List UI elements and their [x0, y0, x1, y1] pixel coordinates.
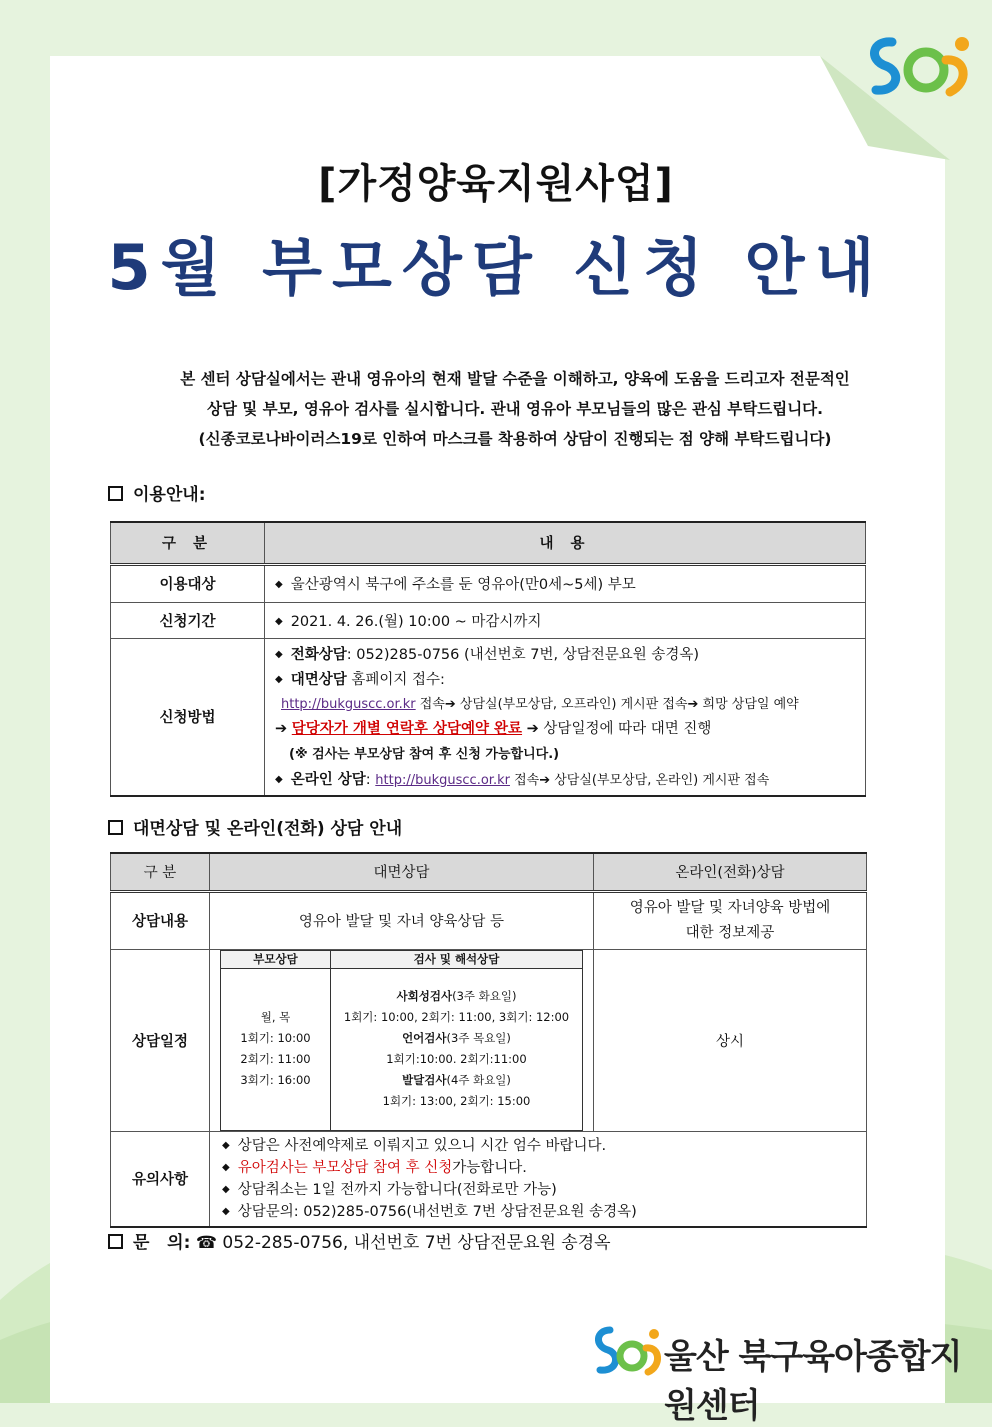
method-contact: [275, 717, 855, 742]
target-text: 울산광역시 북구에 주소를 둔 영유아(만0세~5세) 부모: [290, 577, 636, 593]
note-text: 가능합니다.: [452, 1159, 527, 1176]
table-row: [111, 564, 866, 602]
section-consult-heading: [108, 814, 402, 839]
header-content: 내 용: [265, 522, 866, 564]
row-label: 신청기간: [111, 602, 265, 638]
diamond-bullet-icon: ◆: [275, 648, 283, 660]
row-content: [265, 564, 866, 602]
consult-table-header: [111, 853, 867, 891]
parent-session: 2회기: 11:00: [240, 1052, 311, 1066]
online-content-line: 대한 정보제공: [685, 924, 775, 941]
test-times: 1회기: 13:00, 2회기: 15:00: [382, 1094, 531, 1108]
after-contact-text: ➔ 상담일정에 따라 대면 진행: [522, 720, 712, 737]
main-title: 5월 부모상담 신청 안내: [107, 231, 885, 304]
test-title: [331, 1070, 582, 1091]
test-name: 발달검사: [402, 1073, 447, 1087]
row-content: [265, 638, 866, 796]
usage-table: [110, 521, 866, 797]
visit-text: 홈페이지 접수:: [346, 671, 445, 688]
section-usage-heading: [108, 480, 206, 505]
schedule-inner-table: [220, 950, 583, 1131]
contact-label: 문 의:: [133, 1233, 191, 1253]
footer-org-name: 울산 북구육아종합지원센터: [664, 1337, 962, 1426]
inner-header-parent: 부모상담: [221, 950, 331, 968]
notes-content: [210, 1131, 867, 1227]
online-schedule: 상시: [594, 949, 867, 1131]
test-title: [331, 986, 582, 1007]
diamond-bullet-icon: ◆: [222, 1205, 230, 1217]
period-text: 2021. 4. 26.(월) 10:00 ~ 마감시까지: [290, 613, 542, 630]
intro-line: 본 센터 상담실에서는 관내 영유아의 현재 발달 수준을 이해하고, 양육에 도움을 드리고자 전문적인: [180, 370, 850, 388]
offline-content: 영유아 발달 및 자녀 양육상담 등: [210, 891, 594, 949]
test-when: (3주 목요일): [446, 1031, 511, 1045]
test-when: (3주 화요일): [452, 989, 517, 1003]
contact-line: [108, 1228, 611, 1253]
diamond-bullet-icon: ◆: [275, 579, 283, 590]
center-logo-icon: [862, 30, 978, 104]
method-visit-steps: [275, 692, 855, 717]
checkbox-square-icon: [108, 820, 123, 835]
diamond-bullet-icon: ◆: [275, 773, 283, 785]
offline-schedule: [210, 949, 594, 1131]
intro-text: [100, 364, 930, 454]
diamond-bullet-icon: ◆: [222, 1161, 230, 1173]
method-phone: [275, 642, 855, 667]
phone-icon: ☎: [195, 1233, 217, 1253]
method-visit: [275, 667, 855, 692]
row-label: 이용대상: [111, 564, 265, 602]
test-schedule: [331, 968, 583, 1130]
phone-label: 전화상담: [290, 646, 347, 663]
diamond-bullet-icon: ◆: [275, 615, 283, 627]
parent-schedule: [221, 968, 331, 1130]
visit-label: 대면상담: [290, 671, 347, 688]
row-label: 상담내용: [111, 891, 210, 949]
note-item: [222, 1157, 866, 1179]
note-item: [222, 1201, 866, 1223]
test-name: 언어검사: [402, 1031, 447, 1045]
contact-highlight: 담당자가 개별 연락후 상담예약 완료: [291, 720, 523, 737]
row-label: 신청방법: [111, 638, 265, 796]
online-content-line: 영유아 발달 및 자녀양육 방법에: [629, 899, 831, 916]
header-category: 구 분: [111, 522, 265, 564]
intro-line: 상담 및 부모, 영유아 검사를 실시합니다. 관내 영유아 부모님들의 많은 관심 부탁드립니다.: [206, 400, 824, 418]
test-name: 사회성검사: [396, 989, 453, 1003]
online-content: [594, 891, 867, 949]
program-title: [가정양육지원사업]: [318, 161, 674, 207]
test-when: (4주 화요일): [446, 1073, 511, 1087]
table-row: [111, 638, 866, 796]
usage-table-header: [111, 522, 866, 564]
table-row: [111, 1131, 867, 1227]
phone-text: : 052)285-0756 (내선번호 7번, 상담전문요원 송경옥): [346, 646, 700, 663]
header-category: 구 분: [111, 853, 210, 891]
row-label: 유의사항: [111, 1131, 210, 1227]
parent-days: 월, 목: [260, 1010, 291, 1024]
inner-header: [221, 950, 583, 968]
section-usage-title: 이용안내:: [133, 485, 206, 505]
online-steps-text: 접속➔ 상담실(부모상담, 온라인) 게시판 접속: [509, 772, 770, 788]
table-row: [111, 949, 867, 1131]
test-times: 1회기: 10:00, 2회기: 11:00, 3회기: 12:00: [343, 1010, 570, 1024]
note-red-text: 유아검사는 부모상담 참여 후 신청: [237, 1159, 453, 1176]
arrow-right-icon: ➔: [275, 720, 288, 737]
intro-line: (신종코로나바이러스19로 인하여 마스크를 착용하여 상담이 진행되는 점 양해 부탁드립니다): [198, 430, 832, 448]
method-note: (※ 검사는 부모상담 참여 후 신청 가능합니다.): [289, 746, 560, 762]
test-title: [331, 1028, 582, 1049]
row-label: 상담일정: [111, 949, 210, 1131]
inner-header-tests: 검사 및 해석상담: [331, 950, 583, 968]
checkbox-square-icon: [108, 1234, 123, 1249]
note-item: [222, 1135, 866, 1157]
section-consult-title: 대면상담 및 온라인(전화) 상담 안내: [133, 819, 403, 839]
online-homepage-link[interactable]: http://bukguscc.or.kr: [375, 772, 510, 788]
parent-session: 1회기: 10:00: [240, 1031, 311, 1045]
inner-row: [221, 968, 583, 1130]
diamond-bullet-icon: ◆: [222, 1183, 230, 1195]
checkbox-square-icon: [108, 486, 123, 501]
note-text: 상담문의: 052)285-0756(내선번호 7번 상담전문요원 송경옥): [237, 1203, 637, 1220]
header-online: 온라인(전화)상담: [594, 853, 867, 891]
parent-session: 3회기: 16:00: [240, 1073, 311, 1087]
row-content: [265, 602, 866, 638]
header-offline: 대면상담: [210, 853, 594, 891]
note-text: 상담취소는 1일 전까지 가능합니다(전화로만 가능): [237, 1181, 557, 1198]
online-label: 온라인 상담: [290, 771, 366, 788]
homepage-link[interactable]: http://bukguscc.or.kr: [281, 696, 416, 712]
note-item: [222, 1179, 866, 1201]
test-times: 1회기:10:00. 2회기:11:00: [386, 1052, 527, 1066]
contact-text: 052-285-0756, 내선번호 7번 상담전문요원 송경옥: [222, 1233, 611, 1253]
consult-table: [110, 852, 867, 1228]
diamond-bullet-icon: ◆: [222, 1139, 230, 1151]
visit-steps-text: 접속➔ 상담실(부모상담, 오프라인) 게시판 접속➔ 희망 상담일 예약: [415, 696, 799, 712]
method-online: [275, 767, 855, 792]
table-row: [111, 891, 867, 949]
online-colon: :: [365, 771, 376, 788]
note-text: 상담은 사전예약제로 이뤄지고 있으니 시간 엄수 바랍니다.: [237, 1137, 607, 1154]
diamond-bullet-icon: ◆: [275, 673, 283, 685]
table-row: [111, 602, 866, 638]
